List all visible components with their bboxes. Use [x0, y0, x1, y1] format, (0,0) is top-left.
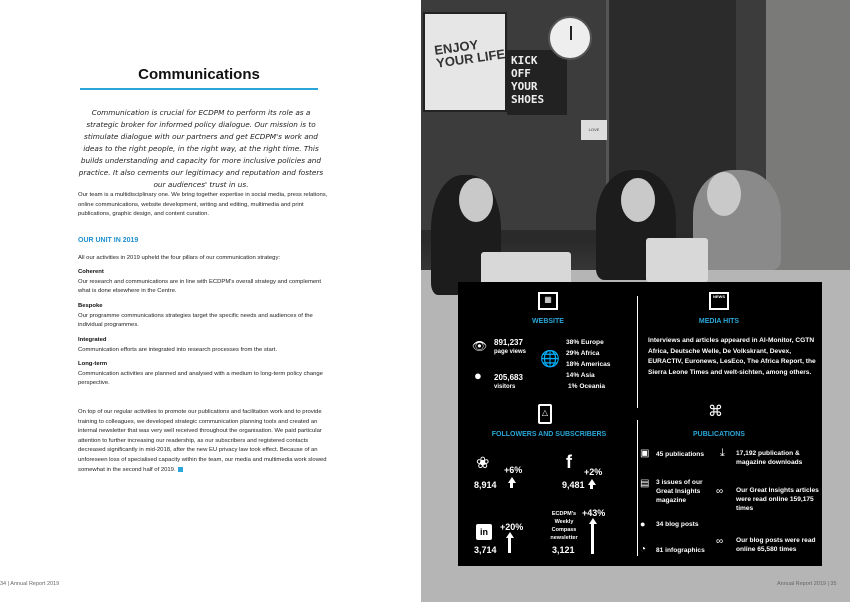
- newsletter-label: ECDPM's Weekly Compass newsletter: [550, 511, 578, 541]
- arrow-stem: [591, 524, 594, 554]
- book-icon: ▣: [640, 448, 650, 459]
- region-item: 38% Europe: [566, 339, 604, 346]
- eye-icon: 👁: [472, 339, 488, 353]
- page-title: Communications: [138, 66, 260, 83]
- kick-off-sign: KICK OFF YOUR SHOES: [507, 50, 567, 115]
- person-left-face: [459, 178, 493, 222]
- team-paragraph: Our team is a multidisciplinary one. We bring together expertise in social media, press relations, online communications, website development, writing and editing, multimedia and print publications, graphic design, and content curation.: [78, 192, 328, 218]
- person-middle-face: [621, 178, 655, 222]
- unit-heading: OUR UNIT IN 2019: [78, 237, 139, 244]
- twitter-count: 8,914: [474, 480, 497, 490]
- pillar-text: Communication efforts are integrated into research processes from the start.: [78, 346, 277, 353]
- region-item: 1% Oceania: [568, 383, 606, 390]
- facebook-count: 9,481: [562, 480, 585, 490]
- blog-count: 34 blog posts: [656, 521, 699, 528]
- newsletter-change: +43%: [582, 508, 606, 518]
- footer-left: 34 | Annual Report 2019: [0, 581, 60, 587]
- magazine-text: 3 issues of our Great Insights magazine: [656, 479, 703, 504]
- phone-icon: △: [538, 404, 552, 424]
- blog-reads-text: Our blog posts were read online 65,580 times: [736, 537, 816, 553]
- media-text: Interviews and articles appeared in Al-Monitor, CGTN Africa, Deutsche Welle, De Volkskrant, Devex, EURACTIV, Euronews, LesEco, The Africa Report, the Sierra Leone Times and welt-sichten, among others.: [648, 337, 816, 376]
- facebook-icon: f: [566, 452, 572, 472]
- publications-heading: PUBLICATIONS: [693, 431, 745, 438]
- intro-quote: Communication is crucial for ECDPM to perform its role as a strategic broker for informed policy dialogue. Our mission is to stimulate dialogue with our partners and get ECDPM's work and ideas to the right people, in the right way, at the right time. This builds understanding and capacity for more inclusive policies and practice. It also cements our legitimacy and reputation and fosters our audiences' trust in us.: [78, 108, 324, 189]
- stats-panel: [458, 282, 822, 566]
- arrow-stem: [590, 485, 593, 489]
- arrow-stem: [510, 483, 513, 488]
- chat-icon: ●: [640, 519, 646, 529]
- left-page: [0, 0, 421, 602]
- pillar-integrated: [78, 336, 328, 355]
- twitter-icon: ❀: [476, 455, 490, 472]
- twitter-change: +6%: [504, 465, 523, 475]
- gi-reads-text: Our Great Insights articles were read online 159,175 times: [736, 487, 819, 512]
- facebook-change: +2%: [584, 467, 603, 477]
- enjoy-life-poster: [423, 12, 507, 112]
- pillar-long-term: [78, 360, 328, 389]
- linkedin-change: +20%: [500, 522, 524, 532]
- pillar-name: Bespoke: [78, 303, 103, 309]
- pillar-coherent: [78, 268, 328, 297]
- pillar-bespoke: [78, 302, 328, 331]
- newsletter-count: 3,121: [552, 545, 575, 555]
- divider-vertical-bottom: [637, 420, 638, 556]
- divider-vertical-top: [637, 296, 638, 408]
- footer-right: Annual Report 2019 | 35: [777, 581, 837, 587]
- visitors-label: visitors: [494, 384, 516, 390]
- page-views-label: page views: [494, 349, 527, 355]
- pillar-text: Our research and communications are in line with ECDPM's overall strategy and complement what is done elsewhere in the Centre.: [78, 278, 322, 295]
- pie-chart-icon: ◔: [640, 544, 647, 555]
- visitors-value: 205,683: [494, 373, 523, 382]
- page-views-value: 891,237: [494, 338, 523, 347]
- download-icon: ⤓: [720, 447, 725, 459]
- infographics-count: 81 infographics: [656, 547, 705, 554]
- closing-text: On top of our regular activities to promote our publications and facilitation work and to provide training to colleagues, we developed strategic communication planning tools and created an internal newsletter that was very well received throughout the organisation. We paid particular attention to further increasing our readership, as our subscribers and registered contacts decreased significantly in mid-2018, after the new EU privacy law took effect. Because of an unforeseen loss of specialised capacity within the team, our media and multimedia work slowed somewhat in the second half of 2019.: [78, 409, 327, 473]
- followers-heading: FOLLOWERS AND SUBSCRIBERS: [491, 431, 607, 438]
- linkedin-icon: in: [476, 524, 492, 540]
- region-item: 14% Asia: [566, 372, 595, 379]
- pub-count: 45 publications: [656, 451, 704, 458]
- region-item: 18% Americas: [566, 361, 611, 368]
- pillars-intro: All our activities in 2019 upheld the four pillars of our communication strategy:: [78, 255, 281, 261]
- glasses-icon: ∞: [716, 486, 724, 497]
- website-heading: WEBSITE: [532, 318, 564, 325]
- pillar-text: Communication activities are planned and analysed with a medium to long-term policy change perspective.: [78, 370, 323, 387]
- region-item: 29% Africa: [566, 350, 600, 357]
- closing-paragraph: [78, 408, 328, 475]
- laptop-middle: [646, 238, 708, 282]
- media-heading: MEDIA HITS: [698, 318, 740, 325]
- globe-icon: 🌐: [540, 351, 560, 368]
- linkedin-count: 3,714: [474, 545, 497, 555]
- arrow-stem: [508, 538, 511, 553]
- glasses-icon: ∞: [716, 536, 724, 547]
- news-icon: NEWS: [709, 292, 729, 310]
- end-mark-icon: [178, 467, 183, 472]
- user-icon: ●: [474, 368, 482, 383]
- pillar-text: Our programme communications strategies target the specific needs and audiences of the individual programmes.: [78, 312, 313, 329]
- pillar-name: Coherent: [78, 269, 104, 275]
- website-icon: ▦: [538, 292, 558, 310]
- wifi-icon: ⌘: [708, 403, 723, 420]
- downloads-text: 17,192 publication & magazine downloads: [736, 450, 803, 466]
- person-right-face: [707, 172, 741, 216]
- poster-text: ENJOY YOUR LIFE: [433, 36, 506, 71]
- title-rule: [80, 88, 318, 90]
- pillar-name: Long-term: [78, 361, 108, 367]
- pillar-name: Integrated: [78, 337, 107, 343]
- clock-icon: [548, 16, 592, 60]
- magazine-icon: ▤: [640, 478, 650, 489]
- love-card: LOVE: [581, 120, 607, 140]
